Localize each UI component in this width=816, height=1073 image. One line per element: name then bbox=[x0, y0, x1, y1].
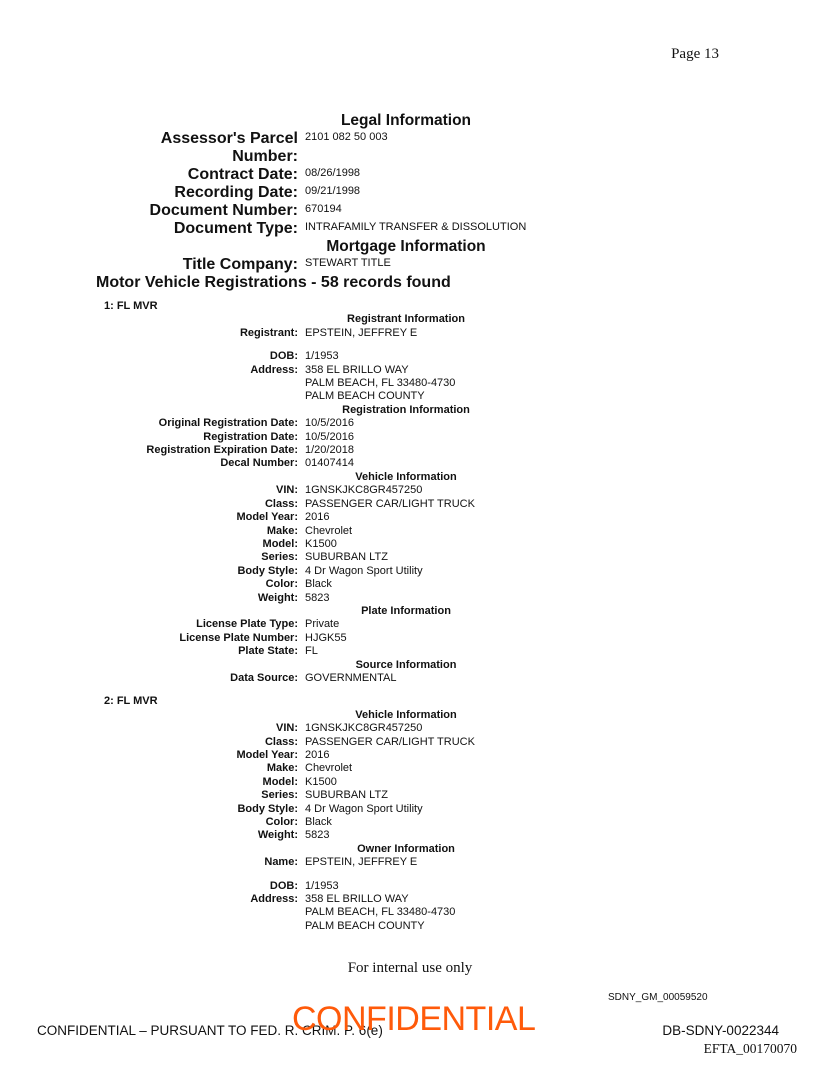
field-label: Document Number: bbox=[149, 202, 298, 219]
field-label: Data Source: bbox=[230, 671, 298, 684]
db-bates-number: DB-SDNY-0022344 bbox=[662, 1023, 779, 1038]
field-label: Model: bbox=[262, 775, 298, 788]
record-row bbox=[0, 592, 816, 605]
field-label: Decal Number: bbox=[220, 457, 298, 470]
field-value: STEWART TITLE bbox=[305, 257, 391, 269]
field-label bbox=[0, 390, 298, 403]
field-value: 4 Dr Wagon Sport Utility bbox=[305, 564, 423, 577]
record-title: 2: FL MVR bbox=[104, 695, 158, 708]
field-value: SUBURBAN LTZ bbox=[305, 789, 388, 802]
field-value: HJGK55 bbox=[305, 631, 347, 644]
field-value: 5823 bbox=[305, 591, 330, 604]
field-label: Contract Date: bbox=[187, 166, 298, 183]
field-label: Assessor's Parcel Number: bbox=[160, 130, 298, 165]
field-label: Class: bbox=[264, 497, 298, 510]
field-label: Body Style: bbox=[237, 802, 298, 815]
field-value: 10/5/2016 bbox=[305, 430, 354, 443]
field-label: Document Type: bbox=[173, 220, 298, 237]
legal-row bbox=[0, 130, 816, 166]
confidential-notice: CONFIDENTIAL – PURSUANT TO FED. R. CRIM. P. 6(e) bbox=[37, 1023, 383, 1038]
record-row bbox=[0, 880, 816, 893]
field-value: 10/5/2016 bbox=[305, 417, 354, 430]
field-label: Original Registration Date: bbox=[158, 417, 298, 430]
record-row bbox=[0, 431, 816, 444]
field-label bbox=[0, 906, 298, 919]
field-label: License Plate Type: bbox=[196, 618, 298, 631]
legal-row bbox=[0, 184, 816, 202]
field-value: 358 EL BRILLO WAY bbox=[305, 893, 409, 906]
internal-use-note: For internal use only bbox=[347, 960, 473, 976]
field-label: DOB: bbox=[269, 879, 298, 892]
record-row bbox=[0, 538, 816, 551]
record-row bbox=[0, 444, 816, 457]
record-row bbox=[0, 632, 816, 645]
field-value: 08/26/1998 bbox=[305, 167, 361, 179]
section-heading: Owner Information bbox=[357, 842, 455, 855]
field-value: PALM BEACH, FL 33480-4730 bbox=[305, 906, 456, 919]
field-label: Registrant: bbox=[239, 326, 298, 339]
field-value: 1/1953 bbox=[305, 350, 339, 363]
record-row bbox=[0, 327, 816, 340]
record-row bbox=[0, 551, 816, 564]
field-label: Address: bbox=[250, 893, 298, 906]
record-row bbox=[0, 856, 816, 869]
legal-row bbox=[0, 220, 816, 238]
field-value: PALM BEACH COUNTY bbox=[305, 919, 425, 932]
record-row bbox=[0, 672, 816, 685]
record-row bbox=[0, 377, 816, 390]
field-value: 1/1953 bbox=[305, 879, 339, 892]
section-heading: Source Information bbox=[355, 658, 457, 671]
record-row bbox=[0, 893, 816, 906]
field-label bbox=[0, 920, 298, 933]
field-label: Name: bbox=[264, 856, 298, 869]
record-row bbox=[0, 417, 816, 430]
field-value: 01407414 bbox=[305, 457, 354, 470]
field-label: Address: bbox=[250, 363, 298, 376]
field-label bbox=[0, 377, 298, 390]
field-value: 1GNSKJKC8GR457250 bbox=[305, 722, 423, 735]
record-row bbox=[0, 350, 816, 363]
field-label: Series: bbox=[261, 551, 298, 564]
legal-info-heading: Legal Information bbox=[340, 112, 472, 129]
field-label: Series: bbox=[261, 789, 298, 802]
field-value: PALM BEACH COUNTY bbox=[305, 390, 425, 403]
field-value: Black bbox=[305, 816, 332, 829]
record-row bbox=[0, 457, 816, 470]
field-value: Private bbox=[305, 618, 340, 631]
record-row bbox=[0, 803, 816, 816]
efta-number: EFTA_00170070 bbox=[703, 1041, 797, 1056]
section-heading: Registration Information bbox=[342, 403, 470, 416]
record-title: 1: FL MVR bbox=[104, 300, 158, 312]
field-value: GOVERNMENTAL bbox=[305, 671, 397, 684]
section-heading: Registrant Information bbox=[347, 313, 465, 326]
field-label: Registration Date: bbox=[203, 430, 298, 443]
field-label: Model: bbox=[262, 537, 298, 550]
legal-row bbox=[0, 202, 816, 220]
field-label: VIN: bbox=[276, 484, 298, 497]
record-row bbox=[0, 578, 816, 591]
field-value: 670194 bbox=[305, 203, 342, 215]
mortgage-row bbox=[0, 256, 816, 274]
record-row bbox=[0, 920, 816, 933]
confidential-stamp: CONFIDENTIAL bbox=[292, 1000, 536, 1038]
field-value: Chevrolet bbox=[305, 524, 353, 537]
field-label: Plate State: bbox=[238, 645, 298, 658]
record-row bbox=[0, 906, 816, 919]
field-value: 1/20/2018 bbox=[305, 444, 354, 457]
record-row bbox=[0, 749, 816, 762]
field-label: Weight: bbox=[257, 829, 298, 842]
field-value: 4 Dr Wagon Sport Utility bbox=[305, 802, 423, 815]
record-row bbox=[0, 565, 816, 578]
field-label: Color: bbox=[265, 816, 298, 829]
field-label: DOB: bbox=[269, 350, 298, 363]
field-label: Recording Date: bbox=[174, 184, 298, 201]
field-value: 2016 bbox=[305, 749, 330, 761]
field-value: 1GNSKJKC8GR457250 bbox=[305, 484, 423, 497]
record-row bbox=[0, 511, 816, 524]
page-number: Page 13 bbox=[671, 46, 719, 62]
field-label: VIN: bbox=[276, 722, 298, 735]
mvr-records bbox=[0, 300, 816, 933]
field-value: 358 EL BRILLO WAY bbox=[305, 363, 409, 376]
record-row bbox=[0, 645, 816, 658]
record-row bbox=[0, 816, 816, 829]
section-heading: Vehicle Information bbox=[355, 708, 457, 721]
field-value: 5823 bbox=[305, 829, 330, 842]
record-row bbox=[0, 776, 816, 789]
section-heading: Plate Information bbox=[361, 604, 451, 617]
record-row bbox=[0, 390, 816, 403]
field-value: Chevrolet bbox=[305, 762, 353, 775]
field-label: Title Company: bbox=[182, 256, 298, 273]
field-value: 09/21/1998 bbox=[305, 185, 361, 197]
legal-row bbox=[0, 166, 816, 184]
field-value: K1500 bbox=[305, 537, 337, 550]
field-label: Class: bbox=[264, 735, 298, 748]
field-value: FL bbox=[305, 645, 318, 658]
record-row bbox=[0, 364, 816, 377]
field-value: K1500 bbox=[305, 775, 337, 788]
mvr-title: Motor Vehicle Registrations - 58 records found bbox=[96, 274, 451, 291]
field-value: PASSENGER CAR/LIGHT TRUCK bbox=[305, 497, 475, 510]
field-label: Model Year: bbox=[236, 511, 298, 524]
record-row bbox=[0, 722, 816, 735]
mortgage-info-heading: Mortgage Information bbox=[326, 238, 486, 255]
field-value: EPSTEIN, JEFFREY E bbox=[305, 326, 418, 339]
field-value: EPSTEIN, JEFFREY E bbox=[305, 856, 418, 869]
field-value: INTRAFAMILY TRANSFER & DISSOLUTION bbox=[305, 221, 527, 233]
field-value: PASSENGER CAR/LIGHT TRUCK bbox=[305, 735, 475, 748]
field-label: Weight: bbox=[257, 591, 298, 604]
field-label: Color: bbox=[265, 578, 298, 591]
record-row bbox=[0, 484, 816, 497]
property-section bbox=[0, 112, 816, 292]
field-value: Black bbox=[305, 578, 332, 591]
record-row bbox=[0, 498, 816, 511]
field-label: License Plate Number: bbox=[179, 631, 298, 644]
field-label: Make: bbox=[266, 524, 298, 537]
field-value: 2101 082 50 003 bbox=[305, 131, 388, 143]
field-value: SUBURBAN LTZ bbox=[305, 551, 388, 564]
record-row bbox=[0, 618, 816, 631]
record-row bbox=[0, 789, 816, 802]
record-row bbox=[0, 736, 816, 749]
field-value: PALM BEACH, FL 33480-4730 bbox=[305, 377, 456, 390]
section-heading: Vehicle Information bbox=[355, 470, 457, 483]
field-label: Make: bbox=[266, 762, 298, 775]
record-row bbox=[0, 525, 816, 538]
field-label: Body Style: bbox=[237, 564, 298, 577]
record-row bbox=[0, 762, 816, 775]
field-label: Model Year: bbox=[236, 749, 298, 761]
field-label: Registration Expiration Date: bbox=[146, 444, 298, 457]
field-value: 2016 bbox=[305, 511, 330, 524]
record-row bbox=[0, 829, 816, 842]
bates-number-gm: SDNY_GM_00059520 bbox=[608, 992, 708, 1003]
